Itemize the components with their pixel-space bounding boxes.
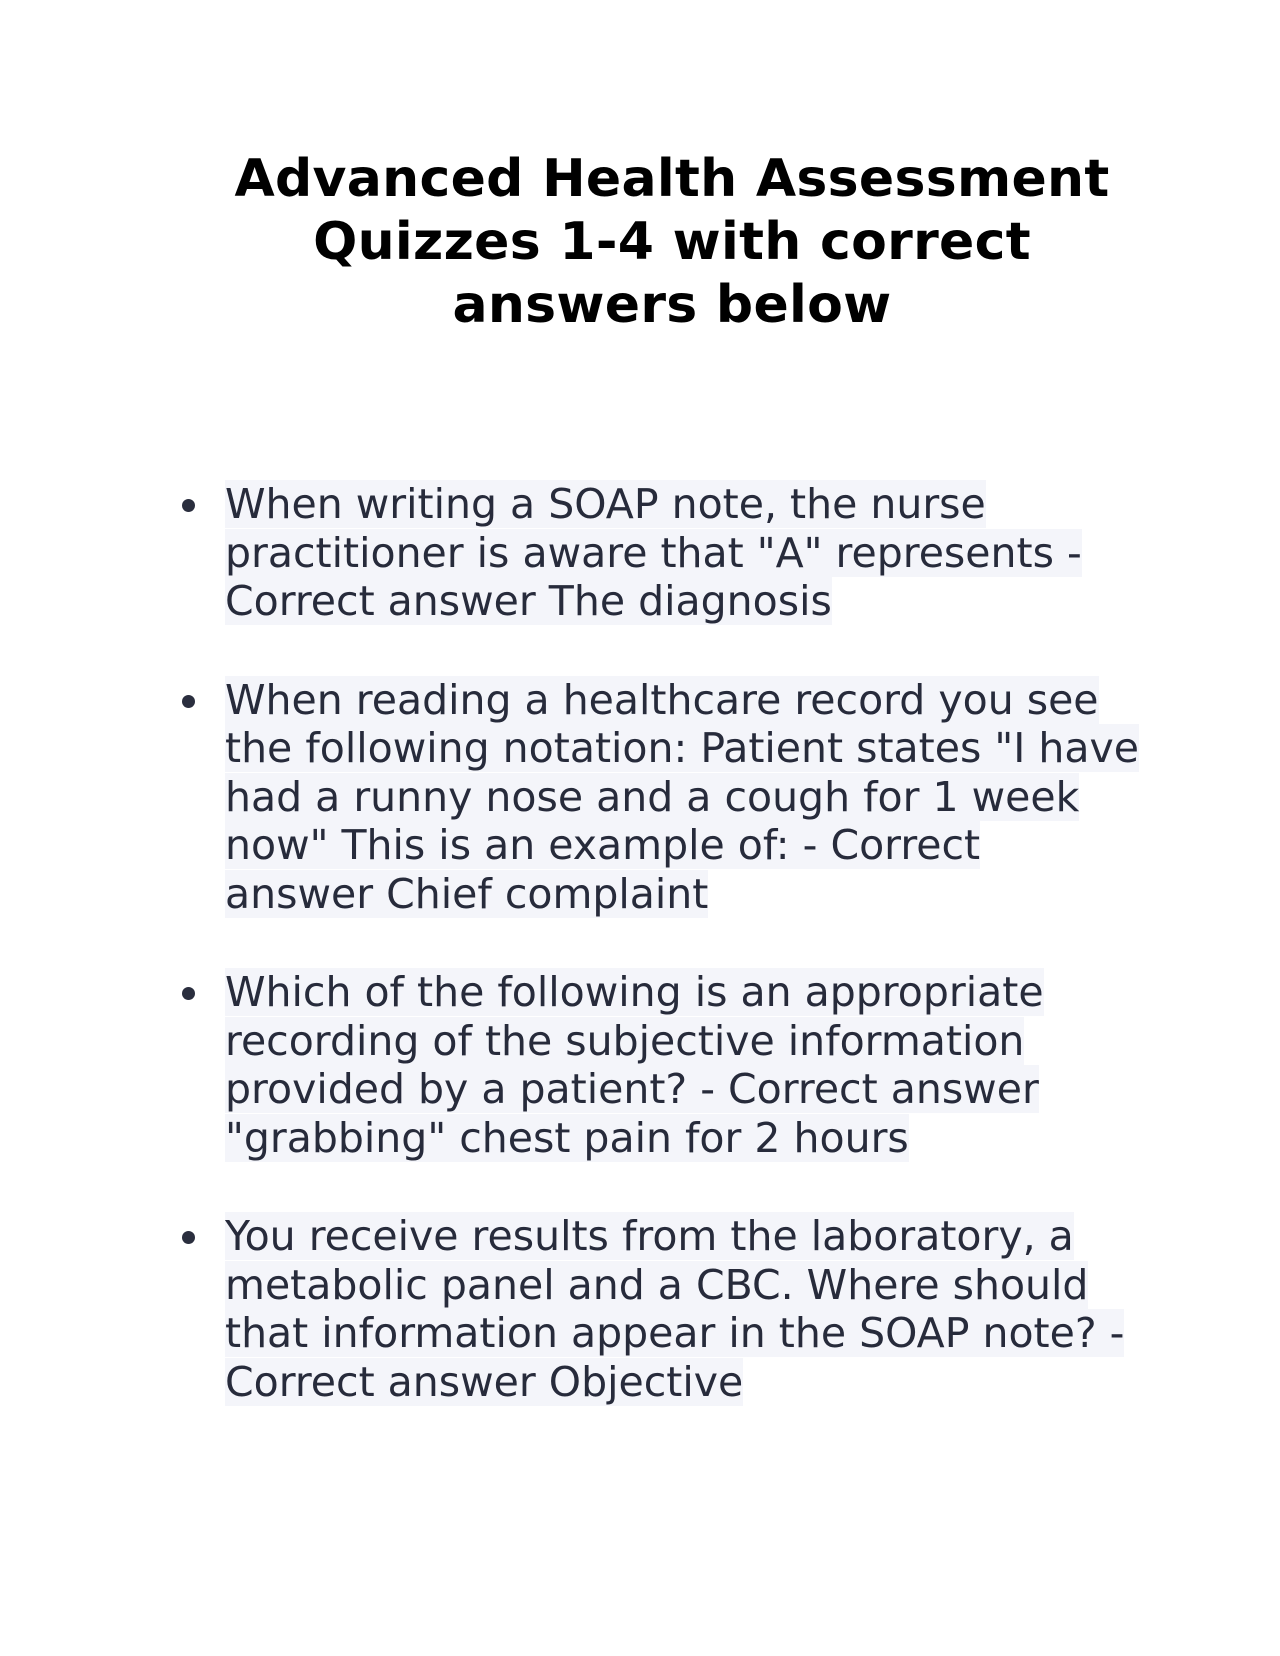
list-item xyxy=(180,1212,1140,1406)
question-answer-text: When writing a SOAP note, the nurse practitioner is aware that "A" represents - Correct answer The diagnosis xyxy=(225,480,1082,625)
question-answer-list xyxy=(180,480,1140,1406)
bullet-icon xyxy=(182,987,195,1000)
list-item xyxy=(180,676,1140,919)
question-answer-text: Which of the following is an appropriate recording of the subjective information provided by a patient? - Correct answer "grabbing" chest pain for 2 hours xyxy=(225,968,1044,1162)
question-answer-text: When reading a healthcare record you see the following notation: Patient states "I have had a runny nose and a cough for 1 week now" This is an example of: - Correct answer Chief complaint xyxy=(225,675,1139,918)
bullet-icon xyxy=(182,695,195,708)
question-answer-text: You receive results from the laboratory, a metabolic panel and a CBC. Where should that information appear in the SOAP note? - Correct answer Objective xyxy=(225,1212,1125,1406)
list-item xyxy=(180,480,1140,626)
document-title: Advanced Health Assessment Quizzes 1-4 with correct answers below xyxy=(234,149,1110,335)
list-item xyxy=(180,968,1140,1162)
bullet-icon xyxy=(182,1231,195,1244)
bullet-icon xyxy=(182,499,195,512)
